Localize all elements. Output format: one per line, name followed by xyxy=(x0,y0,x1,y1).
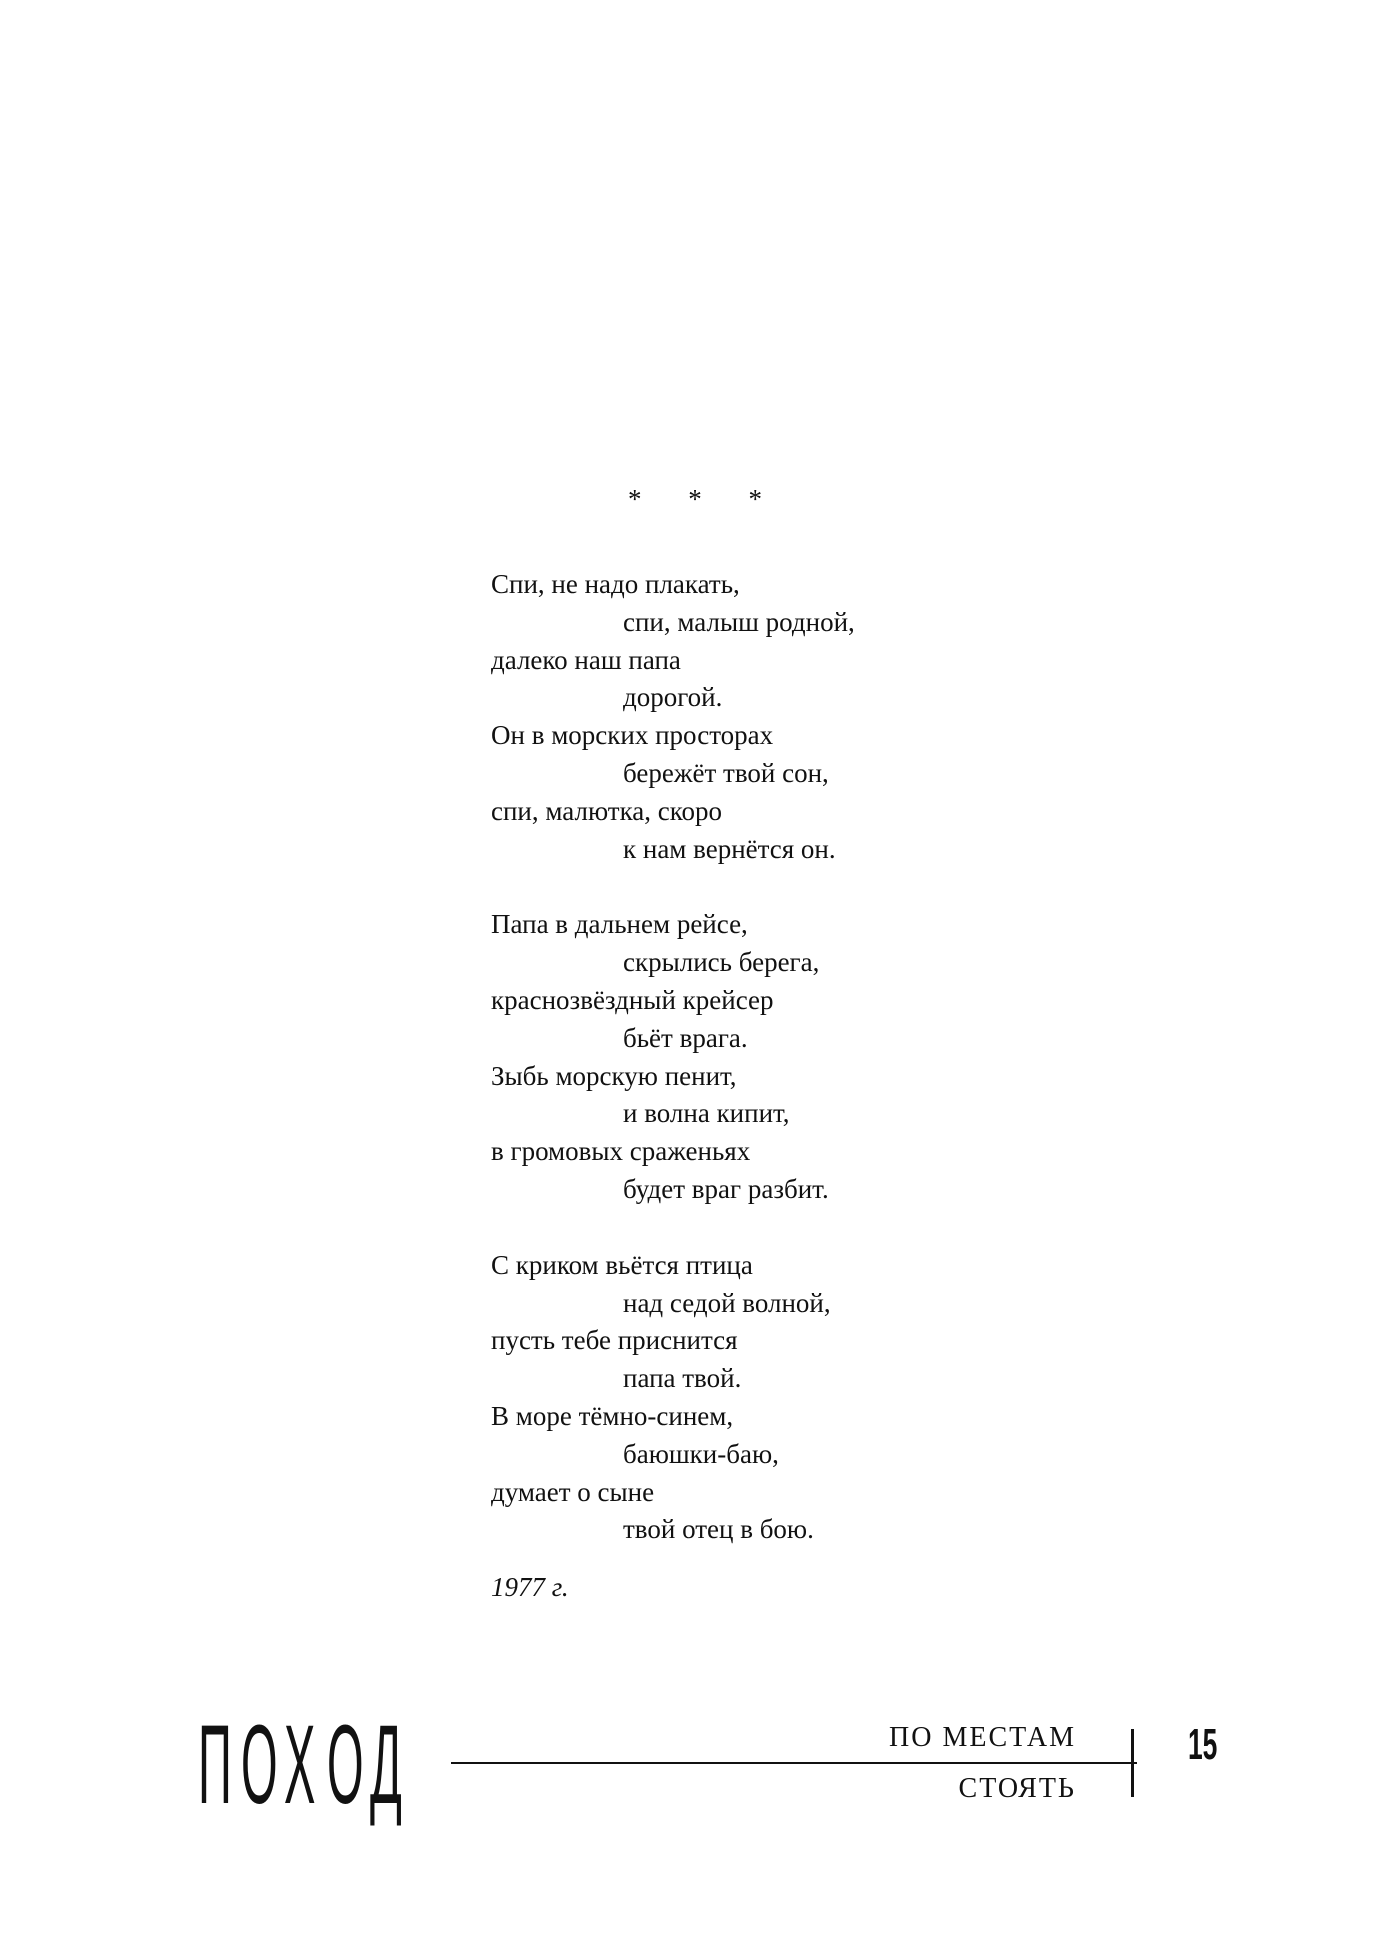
poem-line: твой отец в бою. xyxy=(623,1514,814,1545)
poem-line: краснозвёздный крейсер xyxy=(491,984,774,1015)
poem-line: бьёт врага. xyxy=(623,1022,748,1053)
stanza-gap xyxy=(491,1209,1051,1247)
stanza xyxy=(491,566,1051,868)
poem-date: 1977 г. xyxy=(491,1572,569,1602)
book-title-letter: П xyxy=(198,1702,232,1827)
poem-line: будет враг разбит. xyxy=(623,1173,829,1204)
poem-line: папа твой. xyxy=(623,1363,742,1394)
page-number: 15 xyxy=(1188,1720,1218,1769)
poem-line: баюшки-баю, xyxy=(623,1438,779,1469)
book-title-letter: О xyxy=(241,1702,278,1827)
section-title-line-2: СТОЯТЬ xyxy=(958,1773,1076,1804)
book-title-letter: Д xyxy=(370,1702,402,1827)
poem-line: спи, малютка, скоро xyxy=(491,795,723,826)
poem xyxy=(491,566,1051,1549)
asterism: * * * xyxy=(628,484,782,514)
poem-line: и волна кипит, xyxy=(623,1098,790,1129)
poem-line: В море тёмно-синем, xyxy=(491,1400,734,1431)
poem-line: Зыбь морскую пенит, xyxy=(491,1060,737,1091)
poem-line: дорогой. xyxy=(623,682,723,713)
book-title-logo xyxy=(198,1702,402,1827)
poem-line: над седой волной, xyxy=(623,1287,831,1318)
poem-line: Он в морских просторах xyxy=(491,720,774,751)
poem-line: думает о сыне xyxy=(491,1476,655,1507)
stanza xyxy=(491,906,1051,1208)
poem-line: спи, малыш родной, xyxy=(623,606,855,637)
poem-line: Папа в дальнем рейсе, xyxy=(491,909,748,940)
poem-line: в громовых сраженьях xyxy=(491,1136,751,1167)
stanza-gap xyxy=(491,868,1051,906)
poem-line: бережёт твой сон, xyxy=(623,757,829,788)
footer-divider xyxy=(1131,1729,1134,1797)
poem-line: С криком вьётся птица xyxy=(491,1249,753,1280)
poem-line: скрылись берега, xyxy=(623,947,820,978)
poem-line: далеко наш папа xyxy=(491,644,681,675)
poem-line: Спи, не надо плакать, xyxy=(491,569,740,599)
section-title-line-1: ПО МЕСТАМ xyxy=(889,1722,1076,1753)
book-title-letter: Х xyxy=(284,1702,316,1827)
stanza xyxy=(491,1247,1051,1549)
poem-line: к нам вернётся он. xyxy=(623,833,836,864)
poem-line: пусть тебе приснится xyxy=(491,1325,738,1356)
book-title-letter: О xyxy=(327,1702,364,1827)
footer-rule xyxy=(451,1762,1137,1764)
